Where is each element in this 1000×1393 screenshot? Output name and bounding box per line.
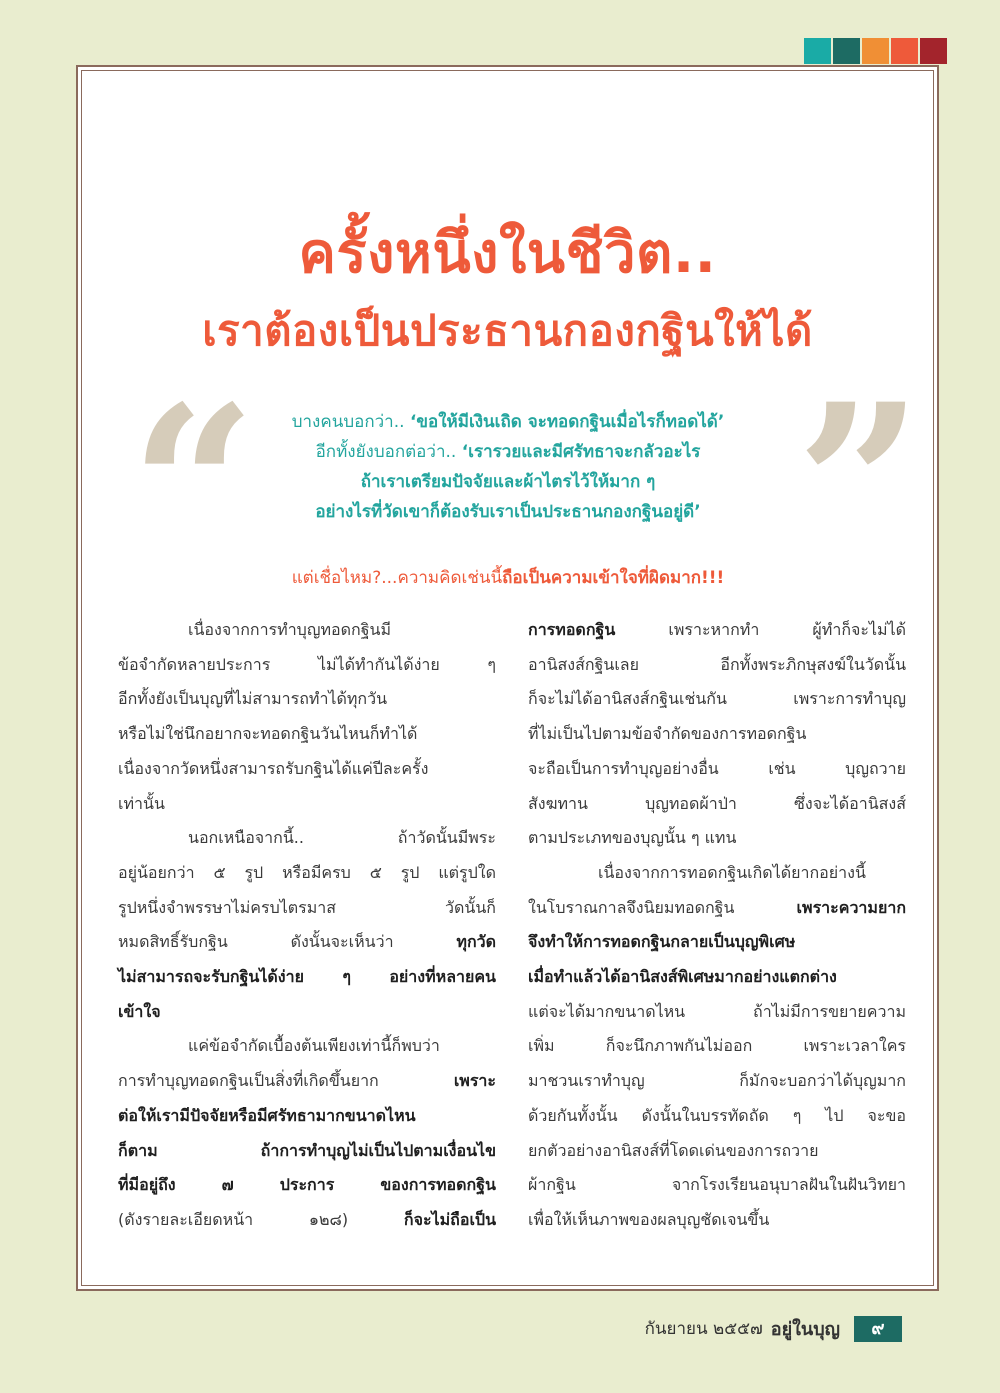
text-line: (ดังรายละเอียดหน้า ๑๒๘) ก็จะไม่ถือเป็น: [118, 1209, 496, 1229]
text-line: การทำบุญทอดกฐินเป็นสิ่งที่เกิดขึ้นยาก เพราะ: [118, 1071, 496, 1091]
paragraph: [118, 1029, 496, 1237]
text-line: สังฆทาน บุญทอดผ้าป่า ซึ่งจะได้อานิสงส์: [528, 793, 906, 813]
punch-line: แต่เชื่อไหม?...ความคิดเช่นนี้ถือเป็นความเข้าใจที่ผิดมาก!!!: [291, 568, 725, 588]
text-line: ที่ไม่เป็นไปตามข้อจำกัดของการทอดกฐิน: [528, 724, 807, 744]
page-title-line1: ครั้งหนึ่งในชีวิต..: [298, 221, 717, 286]
text-line: เข้าใจ: [118, 1001, 161, 1021]
text-line: อานิสงส์กฐินเลย อีกทั้งพระภิกษุสงฆ์ในวัดนั้น: [528, 654, 906, 674]
quote-line: อีกทั้งยังบอกต่อว่า.. ‘เรารวยและมีศรัทธาจะกลัวอะไร: [315, 442, 701, 462]
article-frame: [76, 65, 939, 1291]
page-title-line2: เราต้องเป็นประธานกองกฐินให้ได้: [202, 306, 813, 355]
paragraph: [118, 613, 496, 821]
text-line: แค่ข้อจำกัดเบื้องต้นเพียงเท่านี้ก็พบว่า: [188, 1036, 440, 1056]
text-line: จะถือเป็นการทำบุญอย่างอื่น เช่น บุญถวาย: [528, 758, 906, 778]
page-number: ๙: [854, 1316, 902, 1342]
text-line: ไม่สามารถจะรับกฐินได้ง่าย ๆ อย่างที่หลายคน: [118, 967, 496, 987]
color-strip: [802, 38, 947, 64]
text-line: ในโบราณกาลจึงนิยมทอดกฐิน เพราะความยาก: [528, 897, 906, 917]
text-line: ที่มีอยู่ถึง ๗ ประการ ของการทอดกฐิน: [118, 1175, 496, 1195]
right-column: [528, 613, 906, 1238]
text-line: รูปหนึ่งจำพรรษาไม่ครบไตรมาส วัดนั้นก็: [118, 897, 496, 917]
strip-swatch-dark-green: [833, 38, 860, 64]
left-column: [118, 613, 496, 1238]
paragraph: [118, 821, 496, 1029]
paragraph: [528, 613, 906, 856]
text-line: เนื่องจากการทอดกฐินเกิดได้ยากอย่างนี้: [598, 862, 866, 882]
text-line: เพื่อให้เห็นภาพของผลบุญชัดเจนขึ้น: [528, 1209, 770, 1229]
text-line: อยู่น้อยกว่า ๕ รูป หรือมีครบ ๕ รูป แต่รูปใด: [118, 862, 496, 882]
quote-line: ถ้าเราเตรียมปัจจัยและผ้าไตรไว้ให้มาก ๆ: [360, 472, 656, 492]
text-line: เท่านั้น: [118, 793, 165, 813]
text-line: มาชวนเราทำบุญ ก็มักจะบอกว่าได้บุญมาก: [528, 1071, 906, 1091]
text-line: ยกตัวอย่างอานิสงส์ที่โดดเด่นของการถวาย: [528, 1140, 819, 1160]
quote-line: บางคนบอกว่า.. ‘ขอให้มีเงินเถิด จะทอดกฐินเมื่อไรก็ทอดได้’: [291, 412, 725, 432]
text-line: นอกเหนือจากนี้.. ถ้าวัดนั้นมีพระ: [188, 828, 496, 848]
text-line: หมดสิทธิ์รับกฐิน ดังนั้นจะเห็นว่า ทุกวัด: [118, 932, 496, 952]
text-line: เนื่องจากการทำบุญทอดกฐินมี: [188, 620, 392, 639]
pull-quote: [218, 407, 798, 527]
text-line: หรือไม่ใช่นึกอยากจะทอดกฐินวันไหนก็ทำได้: [118, 724, 418, 744]
text-line: อีกทั้งยังเป็นบุญที่ไม่สามารถทำได้ทุกวัน: [118, 689, 388, 709]
issue-date: กันยายน ๒๕๕๗: [644, 1319, 763, 1339]
page-footer: [645, 1314, 902, 1343]
strip-swatch-red-orange: [891, 38, 918, 64]
text-line: ด้วยกันทั้งนั้น ดังนั้นในบรรทัดถัด ๆ ไป จะขอ: [528, 1105, 906, 1125]
text-line: จึงทำให้การทอดกฐินกลายเป็นบุญพิเศษ: [528, 932, 796, 952]
magazine-name: อยู่ในบุญ: [770, 1319, 840, 1340]
text-line: ต่อให้เรามีปัจจัยหรือมีศรัทธามากขนาดไหน: [118, 1105, 416, 1125]
text-line: แต่จะได้มากขนาดไหน ถ้าไม่มีการขยายความ: [528, 1001, 906, 1021]
text-line: ก็จะไม่ได้อานิสงส์กฐินเช่นกัน เพราะการทำบุญ: [528, 689, 906, 709]
text-line: ก็ตาม ถ้าการทำบุญไม่เป็นไปตามเงื่อนไข: [118, 1140, 496, 1160]
text-line: ผ้ากฐิน จากโรงเรียนอนุบาลฝันในฝันวิทยา: [528, 1175, 906, 1195]
text-line: เมื่อทำแล้วได้อานิสงส์พิเศษมากอย่างแตกต่าง: [528, 967, 837, 987]
strip-swatch-maroon: [920, 38, 947, 64]
close-quote-icon: ”: [796, 355, 923, 614]
text-line: เพิ่ม ก็จะนึกภาพกันไม่ออก เพราะเวลาใคร: [528, 1036, 906, 1056]
text-line: การทอดกฐิน เพราะหากทำ ผู้ทำก็จะไม่ได้: [528, 620, 906, 639]
text-line: เนื่องจากวัดหนึ่งสามารถรับกฐินได้แค่ปีละครั้ง: [118, 758, 429, 778]
strip-swatch-teal: [804, 38, 831, 64]
text-line: ตามประเภทของบุญนั้น ๆ แทน: [528, 828, 737, 848]
quote-line: อย่างไรที่วัดเขาก็ต้องรับเราเป็นประธานกองกฐินอยู่ดี’: [315, 502, 701, 522]
paragraph: [528, 856, 906, 1238]
open-quote-icon: “: [130, 357, 257, 616]
text-line: ข้อจำกัดหลายประการ ไม่ได้ทำกันได้ง่าย ๆ: [118, 654, 496, 674]
strip-swatch-orange: [862, 38, 889, 64]
